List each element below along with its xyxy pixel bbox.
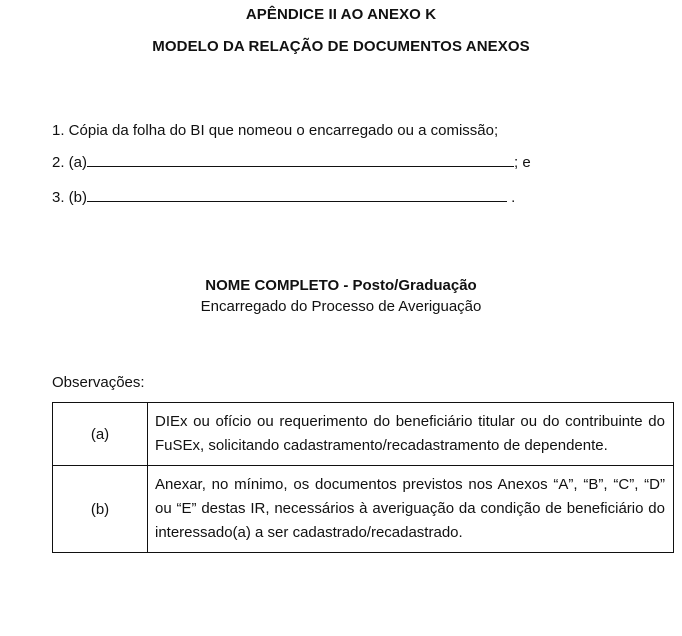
- list-item-3: [52, 187, 515, 206]
- document-subtitle: MODELO DA RELAÇÃO DE DOCUMENTOS ANEXOS: [152, 38, 530, 55]
- table-row: [53, 403, 674, 466]
- fill-in-blank-b: [87, 187, 507, 202]
- list-item-3-suffix: .: [507, 189, 516, 206]
- observation-text: DIEx ou ofício ou requerimento do beneficiário titular ou do contribuinte do FuSEx, solicitando cadastramento/recadastramento de dependente.: [148, 403, 674, 466]
- list-item-2-prefix: 2. (a): [52, 154, 88, 171]
- table-row: [53, 466, 674, 553]
- observation-key: (b): [53, 466, 148, 553]
- observation-key: (a): [53, 403, 148, 466]
- list-item-2-suffix: ; e: [514, 154, 531, 171]
- list-item-1: 1. Cópia da folha do BI que nomeou o encarregado ou a comissão;: [52, 122, 499, 139]
- observation-text: Anexar, no mínimo, os documentos previstos nos Anexos “A”, “B”, “C”, “D” ou “E” destas IR, necessários à averiguação da condição de beneficiário do interessado(a) a ser cadastrado/recadastrado.: [148, 466, 674, 553]
- document-title: APÊNDICE II AO ANEXO K: [245, 6, 437, 23]
- list-item-3-prefix: 3. (b): [52, 189, 88, 206]
- signature-name: NOME COMPLETO - Posto/Graduação: [205, 277, 477, 294]
- list-item-2: [52, 152, 531, 171]
- signature-role: Encarregado do Processo de Averiguação: [200, 298, 482, 315]
- observations-table: [52, 402, 674, 553]
- fill-in-blank-a: [87, 152, 514, 167]
- observations-label: Observações:: [52, 374, 145, 391]
